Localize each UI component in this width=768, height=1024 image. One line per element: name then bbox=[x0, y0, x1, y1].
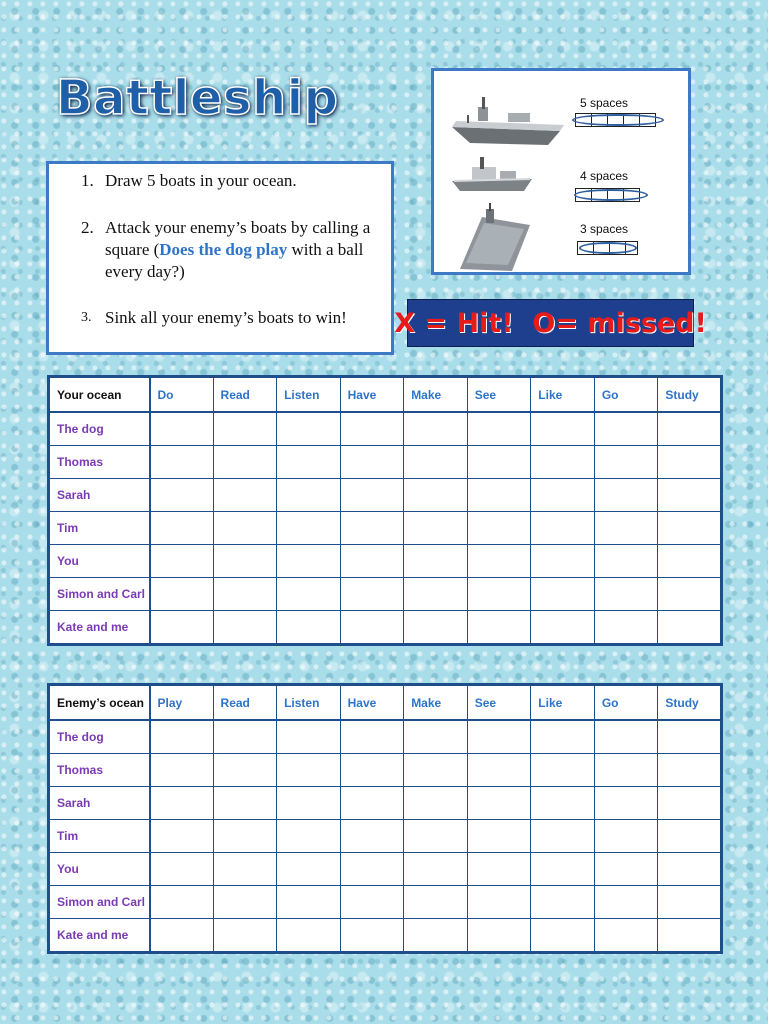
grid-row bbox=[49, 446, 722, 479]
grid-cell[interactable] bbox=[404, 886, 468, 919]
grid-cell[interactable] bbox=[340, 512, 404, 545]
grid-cell[interactable] bbox=[277, 820, 341, 853]
grid-cell[interactable] bbox=[658, 545, 722, 578]
grid-cell[interactable] bbox=[213, 412, 277, 446]
ship-oval-icon bbox=[579, 242, 637, 254]
grid-cell[interactable] bbox=[531, 919, 595, 953]
grid-cell[interactable] bbox=[404, 578, 468, 611]
grid-cell[interactable] bbox=[340, 820, 404, 853]
page-title: Battleship bbox=[56, 70, 339, 126]
ship-oval-icon bbox=[572, 114, 664, 126]
grid-cell[interactable] bbox=[467, 578, 531, 611]
grid-cell[interactable] bbox=[213, 754, 277, 787]
grid-cell[interactable] bbox=[150, 720, 214, 754]
grid-cell[interactable] bbox=[467, 886, 531, 919]
grid-cell[interactable] bbox=[658, 720, 722, 754]
verb-header: Listen bbox=[277, 377, 341, 413]
grid-cell[interactable] bbox=[594, 578, 658, 611]
grid-cell[interactable] bbox=[531, 512, 595, 545]
subject-label: You bbox=[49, 853, 150, 886]
enemy-ocean-body bbox=[49, 720, 722, 953]
grid-cell[interactable] bbox=[277, 754, 341, 787]
instruction-text: Sink all your enemy’s boats to win! bbox=[105, 308, 347, 327]
carrier-deck-ship-icon bbox=[456, 203, 536, 273]
verb-header: Go bbox=[594, 685, 658, 721]
grid-cell[interactable] bbox=[404, 446, 468, 479]
grid-cell[interactable] bbox=[340, 545, 404, 578]
grid-cell[interactable] bbox=[404, 919, 468, 953]
grid-cell[interactable] bbox=[531, 545, 595, 578]
grid-cell[interactable] bbox=[658, 886, 722, 919]
grid-cell[interactable] bbox=[467, 479, 531, 512]
grid-cell[interactable] bbox=[404, 545, 468, 578]
grid-cell[interactable] bbox=[594, 611, 658, 645]
grid-cell[interactable] bbox=[594, 545, 658, 578]
verb-header: Like bbox=[531, 377, 595, 413]
verb-header: Make bbox=[404, 685, 468, 721]
grid-cell[interactable] bbox=[213, 720, 277, 754]
verb-header: Have bbox=[340, 377, 404, 413]
grid-cell[interactable] bbox=[277, 545, 341, 578]
verb-header: Study bbox=[658, 685, 722, 721]
grid-cell[interactable] bbox=[467, 919, 531, 953]
subject-label: Simon and Carl bbox=[49, 886, 150, 919]
grid-cell[interactable] bbox=[404, 853, 468, 886]
grid-row bbox=[49, 611, 722, 645]
grid-row bbox=[49, 578, 722, 611]
grid-cell[interactable] bbox=[404, 754, 468, 787]
grid-row bbox=[49, 754, 722, 787]
grid-cell[interactable] bbox=[531, 754, 595, 787]
grid-cell[interactable] bbox=[150, 512, 214, 545]
grid-cell[interactable] bbox=[404, 479, 468, 512]
verb-header: Read bbox=[213, 377, 277, 413]
instruction-number: 1. bbox=[81, 171, 94, 190]
grid-cell[interactable] bbox=[658, 754, 722, 787]
grid-cell[interactable] bbox=[213, 919, 277, 953]
subject-label: Kate and me bbox=[49, 611, 150, 645]
grid-row bbox=[49, 412, 722, 446]
grid-cell[interactable] bbox=[150, 611, 214, 645]
instruction-number: 2. bbox=[81, 218, 94, 237]
grid-cell[interactable] bbox=[150, 886, 214, 919]
grid-cell[interactable] bbox=[150, 578, 214, 611]
grid-cell[interactable] bbox=[594, 754, 658, 787]
grid-cell[interactable] bbox=[658, 412, 722, 446]
grid-cell[interactable] bbox=[531, 578, 595, 611]
your-ocean-body bbox=[49, 412, 722, 645]
grid-cell[interactable] bbox=[340, 919, 404, 953]
five-space-bar bbox=[576, 113, 656, 127]
grid-cell[interactable] bbox=[531, 787, 595, 820]
grid-cell[interactable] bbox=[594, 853, 658, 886]
grid-cell[interactable] bbox=[277, 479, 341, 512]
grid-cell[interactable] bbox=[467, 545, 531, 578]
grid-cell[interactable] bbox=[594, 720, 658, 754]
subject-label: The dog bbox=[49, 412, 150, 446]
ship-size-label: 5 spaces bbox=[580, 96, 629, 110]
grid-cell[interactable] bbox=[150, 820, 214, 853]
grid-cell[interactable] bbox=[467, 446, 531, 479]
grid-cell[interactable] bbox=[594, 919, 658, 953]
grid-cell[interactable] bbox=[467, 820, 531, 853]
grid-cell[interactable] bbox=[277, 886, 341, 919]
grid-cell[interactable] bbox=[594, 412, 658, 446]
grid-row bbox=[49, 919, 722, 953]
subject-label: Kate and me bbox=[49, 919, 150, 953]
grid-cell[interactable] bbox=[340, 611, 404, 645]
grid-cell[interactable] bbox=[340, 412, 404, 446]
grid-cell[interactable] bbox=[531, 886, 595, 919]
grid-cell[interactable] bbox=[531, 412, 595, 446]
grid-cell[interactable] bbox=[340, 479, 404, 512]
grid-cell[interactable] bbox=[658, 853, 722, 886]
grid-row bbox=[49, 787, 722, 820]
subject-label: Simon and Carl bbox=[49, 578, 150, 611]
hit-miss-legend: X = Hit! O= missed! bbox=[407, 299, 694, 347]
grid-cell[interactable] bbox=[467, 720, 531, 754]
your-ocean-grid bbox=[47, 375, 723, 646]
aircraft-carrier-ship-icon bbox=[448, 93, 568, 153]
grid-cell[interactable] bbox=[531, 720, 595, 754]
grid-cell[interactable] bbox=[213, 787, 277, 820]
subject-label: Thomas bbox=[49, 754, 150, 787]
grid-cell[interactable] bbox=[594, 479, 658, 512]
grid-cell[interactable] bbox=[340, 787, 404, 820]
instruction-text-part: Attack your enemy’s boats by calling a square ( bbox=[105, 218, 371, 259]
subject-label: Tim bbox=[49, 512, 150, 545]
verb-header: Do bbox=[150, 377, 214, 413]
enemy-ocean-grid bbox=[47, 683, 723, 954]
ships-legend-box bbox=[431, 68, 691, 275]
grid-cell[interactable] bbox=[594, 886, 658, 919]
grid-row bbox=[49, 512, 722, 545]
grid-cell[interactable] bbox=[150, 446, 214, 479]
grid-cell[interactable] bbox=[404, 720, 468, 754]
grid-cell[interactable] bbox=[213, 886, 277, 919]
grid-cell[interactable] bbox=[277, 512, 341, 545]
grid-cell[interactable] bbox=[404, 611, 468, 645]
grid-cell[interactable] bbox=[213, 446, 277, 479]
grid-cell[interactable] bbox=[340, 578, 404, 611]
grid-row bbox=[49, 886, 722, 919]
grid-cell[interactable] bbox=[277, 578, 341, 611]
grid-cell[interactable] bbox=[277, 787, 341, 820]
instruction-text-part: with a ball every day?) bbox=[105, 240, 364, 281]
verb-header: Go bbox=[594, 377, 658, 413]
ship-size-label: 4 spaces bbox=[580, 169, 629, 183]
grid-cell[interactable] bbox=[531, 853, 595, 886]
grid-cell[interactable] bbox=[467, 512, 531, 545]
ship-size-label: 3 spaces bbox=[580, 222, 629, 236]
grid-cell[interactable] bbox=[467, 787, 531, 820]
grid-cell[interactable] bbox=[594, 446, 658, 479]
grid-cell[interactable] bbox=[467, 754, 531, 787]
grid-cell[interactable] bbox=[658, 578, 722, 611]
grid-cell[interactable] bbox=[213, 479, 277, 512]
grid-cell[interactable] bbox=[340, 754, 404, 787]
grid-cell[interactable] bbox=[467, 611, 531, 645]
subject-label: The dog bbox=[49, 720, 150, 754]
grid-cell[interactable] bbox=[531, 611, 595, 645]
three-space-bar bbox=[578, 241, 638, 255]
grid-cell[interactable] bbox=[150, 545, 214, 578]
grid-cell[interactable] bbox=[594, 820, 658, 853]
grid-cell[interactable] bbox=[340, 446, 404, 479]
grid-cell[interactable] bbox=[277, 853, 341, 886]
subject-label: Tim bbox=[49, 820, 150, 853]
grid-corner-label: Enemy’s ocean bbox=[49, 685, 150, 721]
grid-cell[interactable] bbox=[658, 820, 722, 853]
verb-header: Read bbox=[213, 685, 277, 721]
instruction-number: 3. bbox=[81, 310, 92, 325]
grid-cell[interactable] bbox=[213, 611, 277, 645]
grid-cell[interactable] bbox=[658, 446, 722, 479]
subject-label: Sarah bbox=[49, 787, 150, 820]
grid-row bbox=[49, 853, 722, 886]
grid-cell[interactable] bbox=[277, 611, 341, 645]
grid-cell[interactable] bbox=[150, 412, 214, 446]
verb-header: Like bbox=[531, 685, 595, 721]
grid-cell[interactable] bbox=[594, 787, 658, 820]
ship-oval-icon bbox=[574, 189, 648, 201]
grid-cell[interactable] bbox=[340, 886, 404, 919]
grid-cell[interactable] bbox=[277, 919, 341, 953]
grid-row bbox=[49, 479, 722, 512]
grid-cell[interactable] bbox=[467, 853, 531, 886]
grid-cell[interactable] bbox=[531, 820, 595, 853]
grid-cell[interactable] bbox=[213, 578, 277, 611]
grid-row bbox=[49, 820, 722, 853]
grid-cell[interactable] bbox=[340, 720, 404, 754]
grid-cell[interactable] bbox=[213, 545, 277, 578]
grid-cell[interactable] bbox=[150, 754, 214, 787]
example-subject-verb: Does the dog bbox=[159, 240, 252, 259]
grid-cell[interactable] bbox=[658, 512, 722, 545]
verb-header: Listen bbox=[277, 685, 341, 721]
grid-cell[interactable] bbox=[658, 787, 722, 820]
grid-cell[interactable] bbox=[404, 787, 468, 820]
subject-label: Sarah bbox=[49, 479, 150, 512]
grid-cell[interactable] bbox=[594, 512, 658, 545]
subject-label: Thomas bbox=[49, 446, 150, 479]
grid-cell[interactable] bbox=[213, 820, 277, 853]
grid-row bbox=[49, 720, 722, 754]
grid-cell[interactable] bbox=[213, 853, 277, 886]
verb-header: Study bbox=[658, 377, 722, 413]
instruction-text: Draw 5 boats in your ocean. bbox=[105, 171, 297, 190]
grid-cell[interactable] bbox=[467, 412, 531, 446]
verb-header: Make bbox=[404, 377, 468, 413]
grid-cell[interactable] bbox=[150, 479, 214, 512]
grid-cell[interactable] bbox=[277, 412, 341, 446]
verb-header: See bbox=[467, 685, 531, 721]
grid-cell[interactable] bbox=[404, 412, 468, 446]
grid-cell[interactable] bbox=[658, 611, 722, 645]
instruction-text bbox=[105, 217, 395, 283]
header-row bbox=[49, 685, 722, 721]
verb-header: Play bbox=[150, 685, 214, 721]
grid-cell[interactable] bbox=[213, 512, 277, 545]
grid-cell[interactable] bbox=[277, 446, 341, 479]
grid-cell[interactable] bbox=[658, 479, 722, 512]
grid-cell[interactable] bbox=[277, 720, 341, 754]
cruiser-ship-icon bbox=[450, 155, 534, 199]
example-verb: play bbox=[256, 240, 288, 259]
grid-cell[interactable] bbox=[531, 446, 595, 479]
grid-cell[interactable] bbox=[658, 919, 722, 953]
grid-cell[interactable] bbox=[340, 853, 404, 886]
subject-label: You bbox=[49, 545, 150, 578]
grid-cell[interactable] bbox=[150, 853, 214, 886]
grid-cell[interactable] bbox=[404, 512, 468, 545]
grid-cell[interactable] bbox=[531, 479, 595, 512]
instructions-box bbox=[46, 161, 394, 355]
grid-cell[interactable] bbox=[150, 787, 214, 820]
grid-row bbox=[49, 545, 722, 578]
header-row bbox=[49, 377, 722, 413]
four-space-bar bbox=[576, 188, 640, 202]
verb-header: See bbox=[467, 377, 531, 413]
grid-cell[interactable] bbox=[404, 820, 468, 853]
grid-corner-label: Your ocean bbox=[49, 377, 150, 413]
verb-header: Have bbox=[340, 685, 404, 721]
grid-cell[interactable] bbox=[150, 919, 214, 953]
